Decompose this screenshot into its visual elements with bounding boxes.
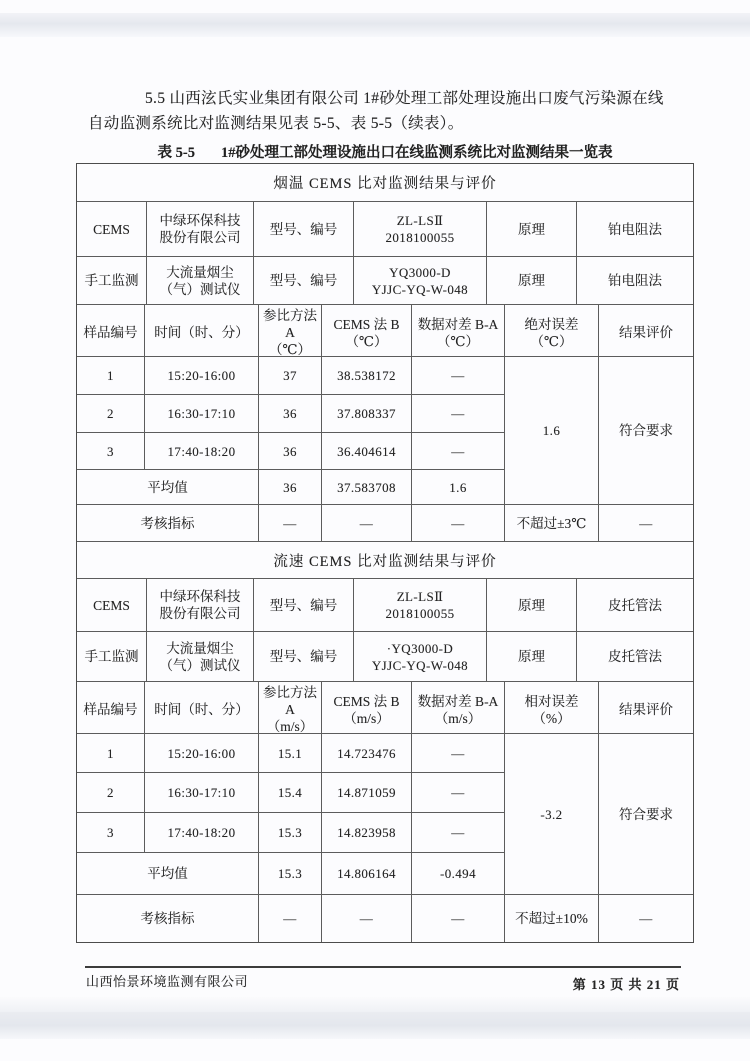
cems-value-cell: 14.823958	[321, 812, 411, 852]
model-label-cell: 型号、编号	[253, 202, 353, 256]
manual-label-cell: 手工监测	[84, 649, 139, 664]
cems-value-cell: 14.871059	[321, 772, 411, 812]
average-reference-cell: 36	[258, 469, 321, 504]
col-header-reference: 参比方法 A （℃）	[258, 305, 321, 360]
model-label-cell: 型号、编号	[253, 579, 353, 631]
table-caption	[76, 141, 694, 162]
col-header-sample: 样品编号	[83, 702, 138, 717]
col-header-error: 相对误差 （%）	[504, 682, 598, 737]
principle-value-cell: 皮托管法	[576, 579, 693, 631]
time-cell: 16:30-17:10	[144, 394, 258, 432]
cems-value-cell: 38.538172	[321, 357, 411, 394]
model-value-cell: YQ3000-D YJJC-YQ-W-048	[353, 257, 486, 304]
assessment-dash-cell: —	[321, 895, 411, 942]
reference-value-cell: 36	[258, 432, 321, 469]
section-title-temperature: 烟温 CEMS 比对监测结果与评价	[273, 176, 497, 192]
manual-device-cell: 大流量烟尘 （气）测试仪	[146, 257, 253, 304]
model-value-cell: ·YQ3000-D YJJC-YQ-W-048	[353, 632, 486, 681]
col-header-cems: CEMS 法 B （℃）	[321, 305, 411, 360]
time-cell: 17:40-18:20	[144, 432, 258, 469]
average-difference-cell: 1.6	[411, 469, 504, 504]
manual-equipment-row	[77, 256, 693, 304]
comparison-table	[76, 163, 694, 943]
assessment-label-cell: 考核指标	[140, 515, 195, 531]
relative-error-merged-cell: -3.2	[504, 734, 598, 894]
footer-company-name: 山西怡景环境监测有限公司	[86, 974, 249, 989]
assessment-limit-cell: 不超过±10%	[504, 895, 598, 942]
col-header-cems: CEMS 法 B （m/s）	[321, 682, 411, 737]
cems-label-cell: CEMS	[93, 221, 130, 237]
assessment-dash-cell: —	[258, 895, 321, 942]
data-rows-block	[77, 733, 693, 894]
manual-label-cell: 手工监测	[84, 273, 139, 288]
average-difference-cell: -0.494	[411, 852, 504, 894]
reference-value-cell: 15.4	[258, 772, 321, 812]
col-header-time: 时间（时、分）	[144, 682, 258, 737]
sample-no-cell: 3	[77, 432, 144, 469]
cems-value-cell: 14.723476	[321, 734, 411, 772]
time-cell: 16:30-17:10	[144, 772, 258, 812]
manual-equipment-row	[77, 631, 693, 681]
reference-value-cell: 15.3	[258, 812, 321, 852]
model-label-cell: 型号、编号	[253, 632, 353, 681]
average-cems-cell: 37.583708	[321, 469, 411, 504]
time-cell: 15:20-16:00	[144, 357, 258, 394]
reference-value-cell: 15.1	[258, 734, 321, 772]
assessment-dash-cell: —	[411, 505, 504, 541]
section-title-velocity: 流速 CEMS 比对监测结果与评价	[77, 541, 693, 578]
intro-paragraph: 5.5 山西泫氏实业集团有限公司 1#砂处理工部处理设施出口废气污染源在线自动监测系统比对监测结果见表 5-5、表 5-5（续表）。	[88, 90, 664, 132]
difference-cell: —	[411, 432, 504, 469]
average-cems-cell: 14.806164	[321, 852, 411, 894]
sample-no-cell: 1	[107, 368, 114, 383]
cems-label-cell: CEMS	[93, 597, 130, 613]
time-cell: 17:40-18:20	[144, 812, 258, 852]
difference-cell: —	[411, 772, 504, 812]
reference-value-cell: 37	[258, 357, 321, 394]
model-value-cell: ZL-LSⅡ 2018100055	[353, 202, 486, 256]
cems-value-cell: 36.404614	[321, 432, 411, 469]
principle-label-cell: 原理	[486, 202, 576, 256]
table-title: 1#砂处理工部处理设施出口在线监测系统比对监测结果一览表	[220, 145, 613, 161]
col-header-result: 结果评价	[598, 305, 693, 360]
col-header-difference: 数据对差 B-A （℃）	[411, 305, 504, 360]
principle-label-cell: 原理	[486, 257, 576, 304]
sample-no-cell: 1	[107, 745, 114, 761]
assessment-result-cell: —	[598, 505, 693, 541]
scan-shadow-bottom-light	[0, 997, 750, 1012]
assessment-dash-cell: —	[411, 895, 504, 942]
assessment-row	[77, 894, 693, 942]
manual-device-cell: 大流量烟尘 （气）测试仪	[146, 632, 253, 681]
principle-value-cell: 铂电阻法	[576, 257, 693, 304]
sample-no-cell: 2	[77, 772, 144, 812]
col-header-result: 结果评价	[598, 682, 693, 737]
col-header-difference: 数据对差 B-A （m/s）	[411, 682, 504, 737]
difference-cell: —	[411, 734, 504, 772]
cems-equipment-row	[77, 578, 693, 631]
assessment-result-cell: —	[598, 895, 693, 942]
footer-divider	[85, 966, 681, 968]
data-rows-block	[77, 356, 693, 504]
column-header-row	[77, 681, 693, 733]
cems-company-cell: 中绿环保科技 股份有限公司	[146, 202, 253, 256]
assessment-limit-cell: 不超过±3℃	[504, 505, 598, 541]
average-label-cell: 平均值	[77, 852, 258, 894]
reference-value-cell: 36	[258, 394, 321, 432]
cems-company-cell: 中绿环保科技 股份有限公司	[146, 579, 253, 631]
scan-shadow-bottom	[0, 1012, 750, 1039]
cems-value-cell: 37.808337	[321, 394, 411, 432]
difference-cell: —	[411, 812, 504, 852]
column-header-row	[77, 304, 693, 356]
result-merged-cell: 符合要求	[598, 734, 693, 894]
difference-cell: —	[411, 394, 504, 432]
sample-no-cell: 2	[77, 394, 144, 432]
model-label-cell: 型号、编号	[253, 257, 353, 304]
result-merged-cell: 符合要求	[598, 357, 693, 504]
assessment-dash-cell: —	[321, 505, 411, 541]
scan-shadow-top	[0, 13, 750, 37]
col-header-reference: 参比方法 A （m/s）	[258, 682, 321, 737]
col-header-error: 绝对误差 （℃）	[504, 305, 598, 360]
difference-cell: —	[411, 357, 504, 394]
principle-label-cell: 原理	[486, 632, 576, 681]
average-reference-cell: 15.3	[258, 852, 321, 894]
assessment-label-cell: 考核指标	[140, 911, 195, 926]
sample-no-cell: 3	[77, 812, 144, 852]
footer-page-number: 第 13 页 共 21 页	[572, 977, 680, 992]
time-cell: 15:20-16:00	[144, 734, 258, 772]
average-label-cell: 平均值	[77, 469, 258, 504]
assessment-dash-cell: —	[258, 505, 321, 541]
principle-value-cell: 铂电阻法	[576, 202, 693, 256]
model-value-cell: ZL-LSⅡ 2018100055	[353, 579, 486, 631]
table-label: 表 5-5	[157, 145, 195, 161]
assessment-row	[77, 504, 693, 541]
col-header-time: 时间（时、分）	[144, 305, 258, 360]
col-header-sample: 样品编号	[83, 325, 138, 340]
absolute-error-merged-cell: 1.6	[504, 357, 598, 504]
principle-label-cell: 原理	[486, 579, 576, 631]
cems-equipment-row	[77, 201, 693, 256]
principle-value-cell: 皮托管法	[576, 632, 693, 681]
